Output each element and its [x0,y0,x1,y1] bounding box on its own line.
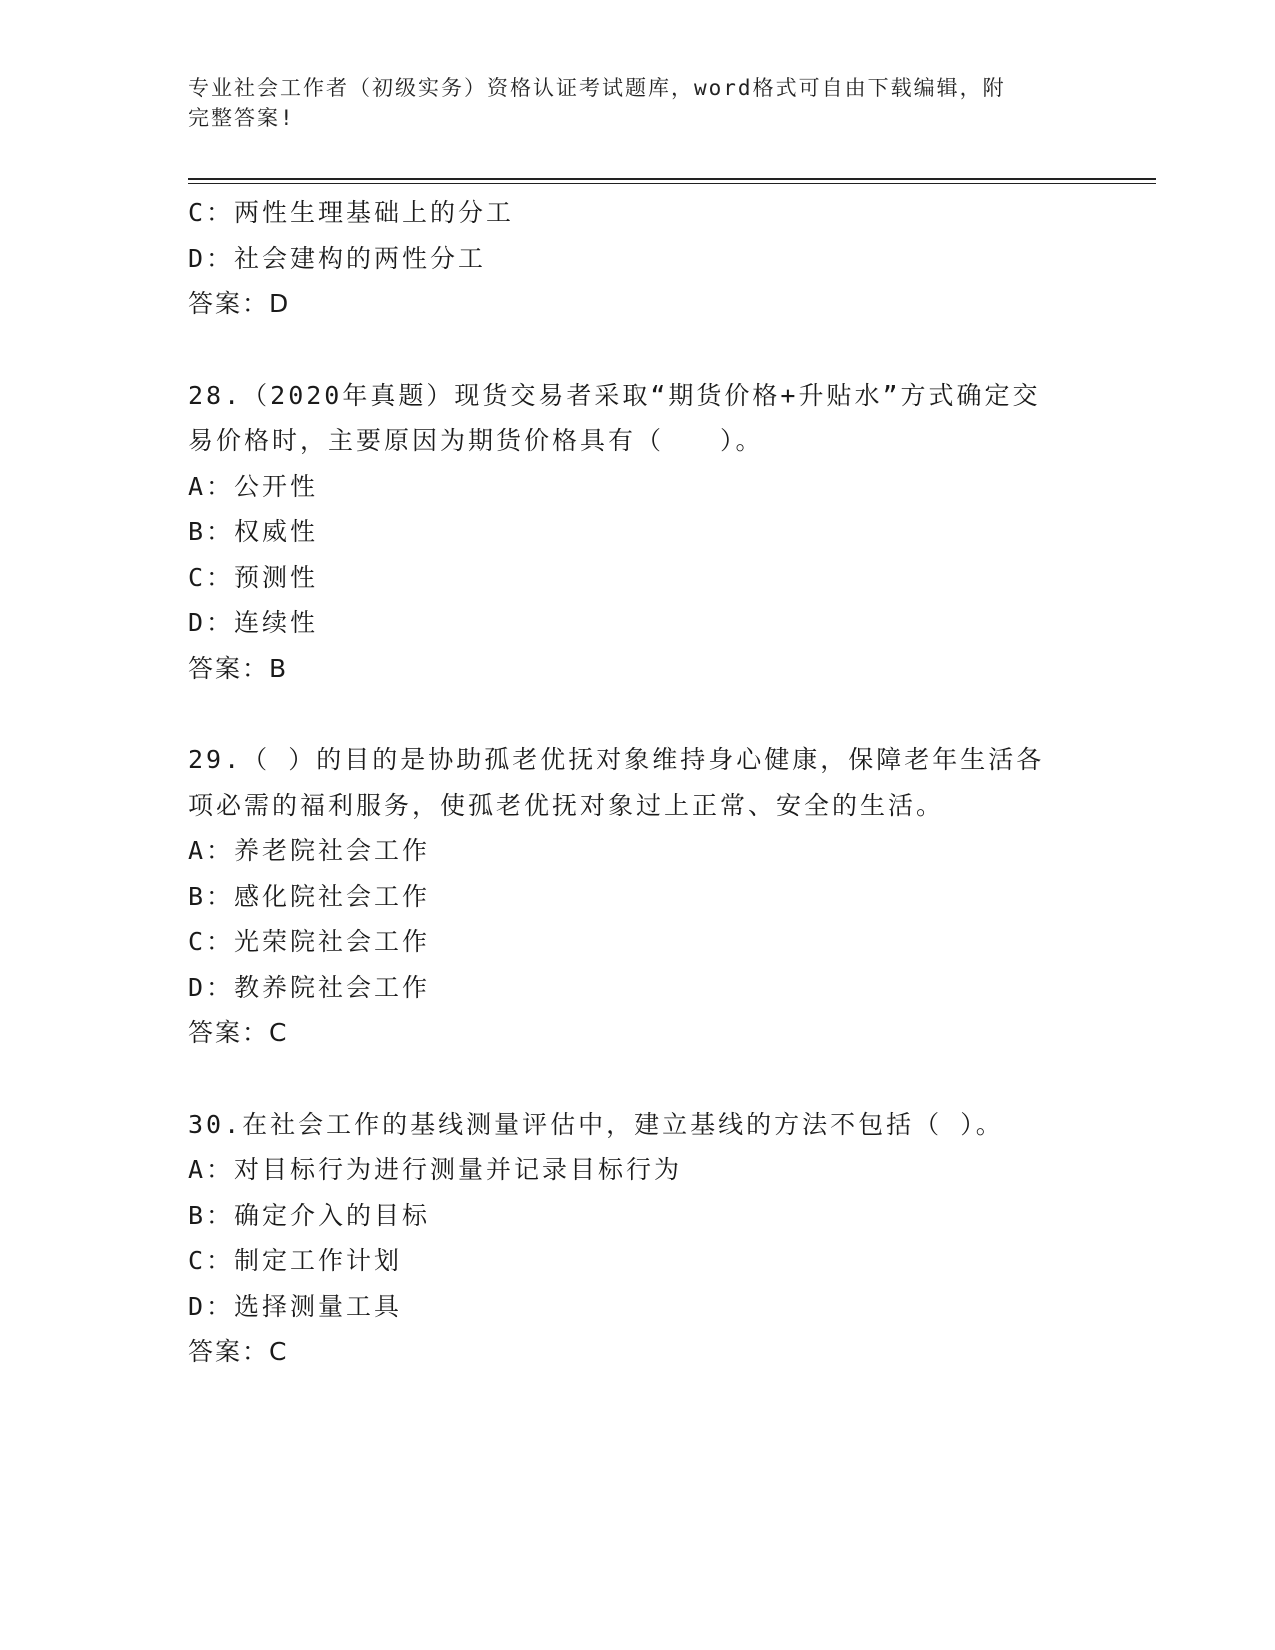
option-a: A：养老院社会工作 [188,836,431,865]
answer-line: 答案：C [188,1337,289,1366]
question-stem-line-2: 项必需的福利服务，使孤老优抚对象过上正常、安全的生活。 [188,790,945,820]
header-divider-thick [188,178,1156,180]
option-c: C：预测性 [188,562,319,592]
option-b: B：权威性 [188,517,319,546]
question-stem-line-1: 28.（2020年真题）现货交易者采取“期货价格+升贴水”方式确定交 [188,380,1041,410]
page-header [188,73,1068,133]
question-29 [188,737,1088,1056]
option-d: D：教养院社会工作 [188,972,431,1002]
question-stem-line-1: 30.在社会工作的基线测量评估中，建立基线的方法不包括（ ）。 [188,1109,1004,1139]
question-stem-line-1: 29.（ ）的目的是协助孤老优抚对象维持身心健康，保障老年生活各 [188,745,1045,774]
header-line-1: 专业社会工作者（初级实务）资格认证考试题库，word格式可自由下载编辑，附 [188,76,1006,100]
question-spacer [188,327,1088,373]
header-divider-thin [188,183,1156,184]
option-a: A：公开性 [188,471,319,501]
option-a: A：对目标行为进行测量并记录目标行为 [188,1155,683,1184]
header-line-2: 完整答案! [188,106,295,130]
question-list [188,190,1088,1375]
question-spacer [188,1056,1088,1102]
question-28 [188,373,1088,692]
option-b: B：确定介入的目标 [188,1200,431,1230]
option-c: C：光荣院社会工作 [188,927,431,956]
option-d: D：选择测量工具 [188,1291,403,1321]
option-b: B：感化院社会工作 [188,881,431,911]
option-d: D：社会建构的两性分工 [188,243,487,273]
question-27-tail [188,190,1088,327]
question-30 [188,1102,1088,1375]
option-c: C：制定工作计划 [188,1246,403,1275]
answer-line: 答案：B [188,653,289,683]
question-stem-line-2: 易价格时，主要原因为期货价格具有（ ）。 [188,426,764,455]
option-c: C：两性生理基础上的分工 [188,198,515,227]
question-spacer [188,691,1088,737]
answer-line: 答案：C [188,1018,289,1047]
answer-line: 答案：D [188,289,291,318]
option-d: D：连续性 [188,608,319,637]
